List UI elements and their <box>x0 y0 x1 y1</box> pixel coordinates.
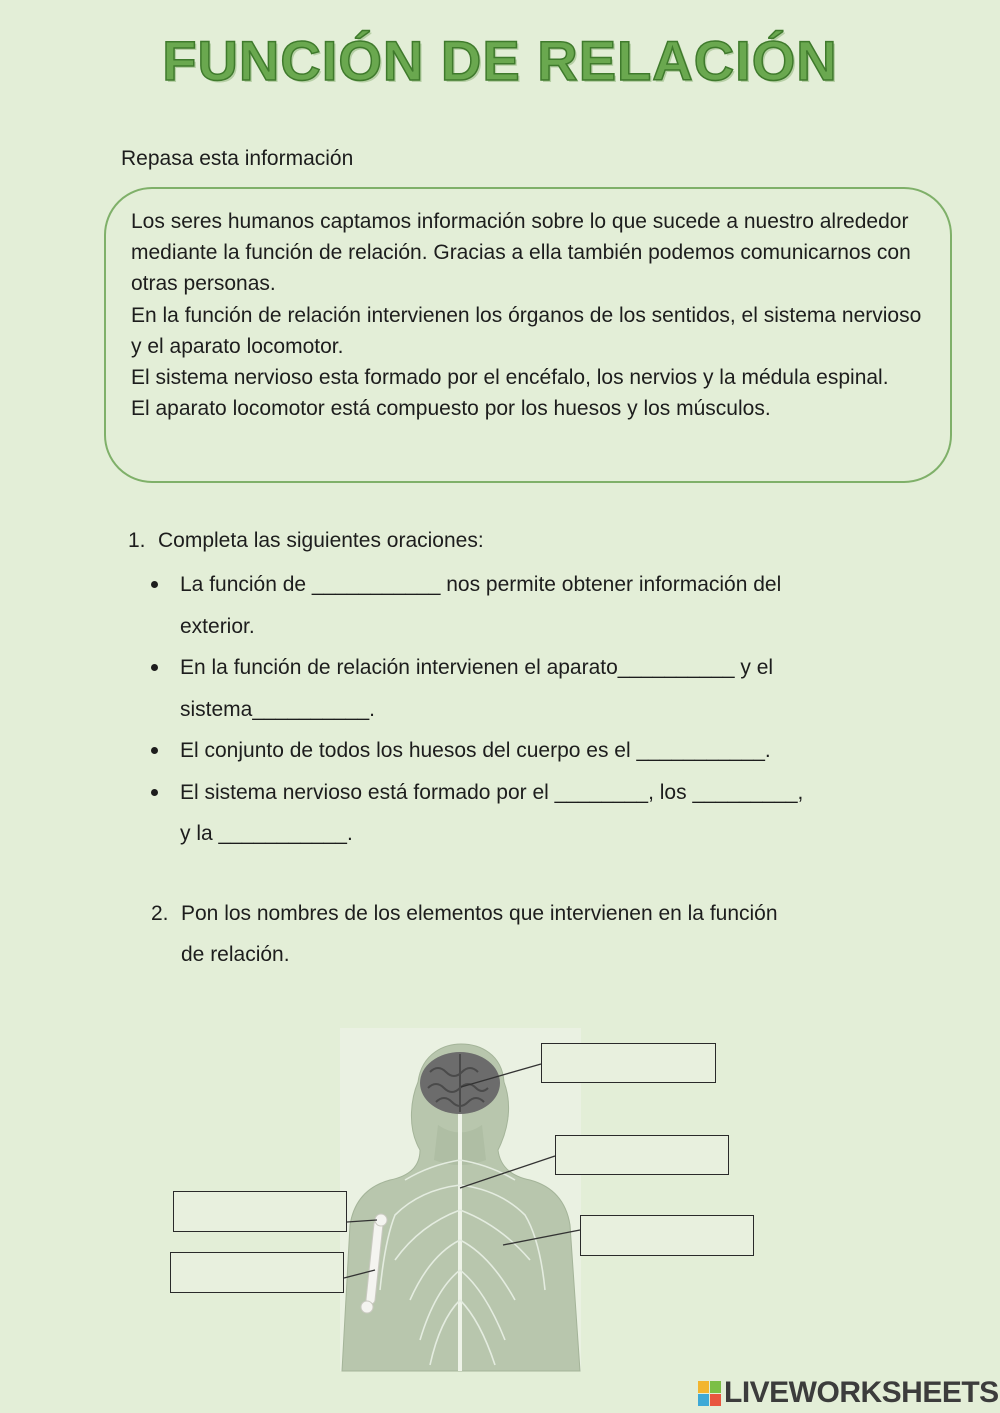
question-2-number: 2. <box>151 902 169 925</box>
info-paragraph-2: En la función de relación intervienen los órganos de los sentidos, el sistema nervioso y el aparato locomotor. <box>131 303 922 358</box>
brand-text: LIVEWORKSHEETS <box>724 1376 999 1409</box>
answer-box-spinal-cord[interactable] <box>555 1135 729 1175</box>
list-item-line: y la ___________. <box>180 822 353 845</box>
question-2-heading <box>151 893 778 975</box>
list-item <box>148 772 908 855</box>
answer-box-muscle[interactable] <box>170 1252 344 1293</box>
question-1-heading <box>128 529 484 553</box>
info-paragraph-4: El aparato locomotor está compuesto por los huesos y los músculos. <box>131 397 771 421</box>
question-2-text-cont: de relación. <box>181 943 290 966</box>
list-item-line: La función de ___________ nos permite obtener información del <box>180 573 782 596</box>
info-paragraph-3: El sistema nervioso esta formado por el encéfalo, los nervios y la médula espinal. <box>131 366 889 390</box>
answer-box-brain[interactable] <box>541 1043 716 1083</box>
info-paragraph-1: Los seres humanos captamos información sobre lo que sucede a nuestro alrededor mediante la función de relación. Gracias a ella también podemos comunicarnos con otras personas. <box>131 210 911 296</box>
liveworksheets-brand[interactable] <box>698 1376 999 1410</box>
section-subtitle: Repasa esta información <box>121 147 354 170</box>
page-title: FUNCIÓN DE RELACIÓN <box>162 29 838 92</box>
list-item <box>148 564 908 647</box>
list-item-line: exterior. <box>180 614 255 638</box>
question-1-text: Completa las siguientes oraciones: <box>158 529 484 552</box>
answer-box-nerves[interactable] <box>580 1215 754 1256</box>
question-1-list <box>148 564 908 855</box>
list-item-line: El sistema nervioso está formado por el ________, los _________, <box>180 780 804 804</box>
list-item-line: sistema__________. <box>180 697 375 721</box>
list-item-line: En la función de relación intervienen el aparato__________ y el <box>180 656 774 679</box>
question-2-text: Pon los nombres de los elementos que intervienen en la función <box>181 902 778 925</box>
info-text <box>131 206 931 424</box>
list-item <box>148 730 908 772</box>
answer-box-bone[interactable] <box>173 1191 347 1232</box>
list-item <box>148 647 908 730</box>
liveworksheets-logo-icon <box>698 1381 721 1406</box>
list-item-line: El conjunto de todos los huesos del cuerpo es el ___________. <box>180 739 771 762</box>
question-1-number: 1. <box>128 529 146 552</box>
